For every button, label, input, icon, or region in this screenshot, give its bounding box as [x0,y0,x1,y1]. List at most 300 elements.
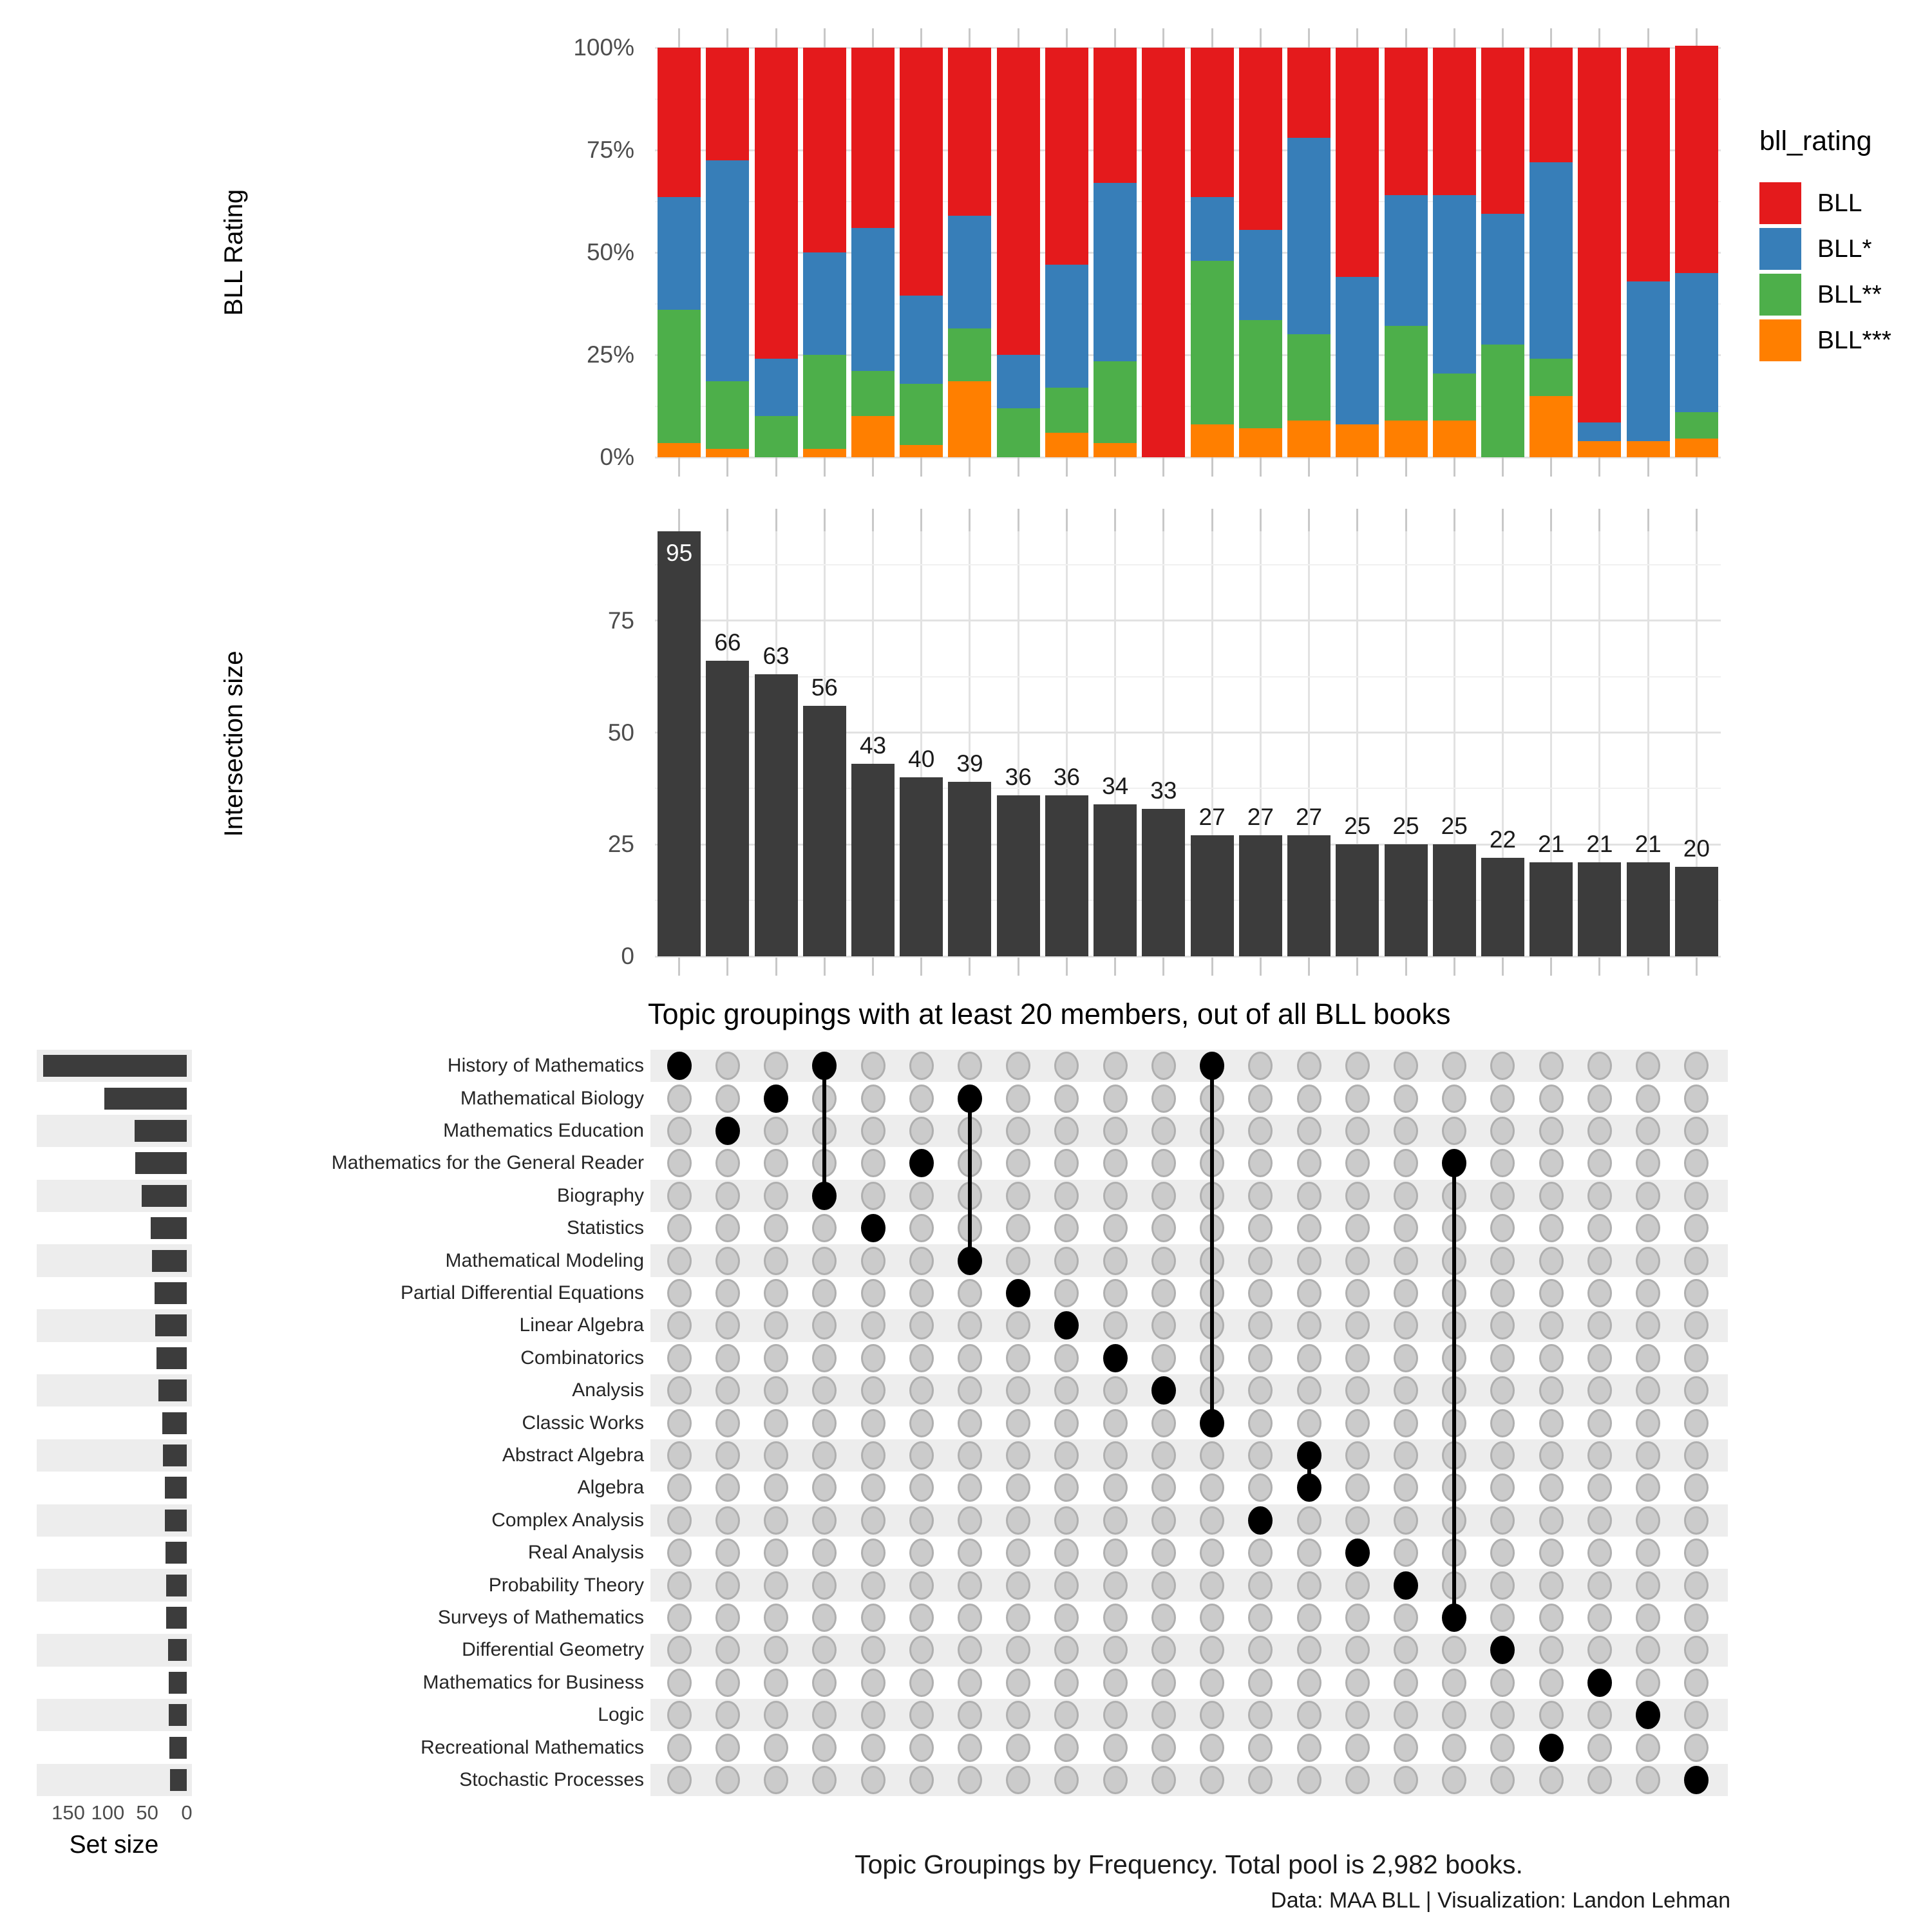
set-size-bar [142,1185,187,1207]
matrix-dot-inactive [861,1344,886,1372]
stacked-bar-segment [1142,48,1185,457]
bar-value-label: 21 [1634,831,1662,858]
matrix-dot-inactive [1587,1084,1612,1113]
matrix-row-label: Differential Geometry [462,1639,644,1661]
gridline [655,620,1721,621]
matrix-dot-inactive [1297,1669,1321,1697]
matrix-dot-inactive [1442,1734,1466,1762]
axis-tick [1066,956,1068,976]
matrix-dot-inactive [909,1084,934,1113]
matrix-dot-inactive [1151,1604,1176,1632]
matrix-row-label: History of Mathematics [447,1055,644,1077]
matrix-dot-inactive [909,1604,934,1632]
matrix-dot-inactive [958,1669,982,1697]
axis-tick [1356,457,1358,477]
axis-tick [1308,509,1310,531]
matrix-dot-inactive [1539,1344,1564,1372]
matrix-dot-inactive [1587,1571,1612,1600]
axis-tick [1454,956,1455,976]
axis-tick [1696,956,1698,976]
stacked-bar-segment [1675,412,1718,439]
matrix-dot-active [812,1182,837,1210]
matrix-dot-inactive [1394,1182,1418,1210]
matrix-dot-inactive [1684,1182,1709,1210]
matrix-dot-inactive [1636,1182,1660,1210]
axis-tick [1066,28,1068,48]
matrix-dot-inactive [1490,1539,1515,1567]
matrix-dot-inactive [1345,1636,1370,1664]
matrix-dot-inactive [1587,1279,1612,1307]
matrix-dot-inactive [1490,1604,1515,1632]
matrix-dot-inactive [1248,1571,1273,1600]
matrix-dot-inactive [1539,1571,1564,1600]
matrix-dot-inactive [1103,1571,1128,1600]
bar-value-label: 27 [1198,804,1226,831]
stacked-bar-segment [1675,273,1718,412]
matrix-dot-inactive [1345,1604,1370,1632]
matrix-dot-inactive [1394,1701,1418,1729]
matrix-dot-inactive [1006,1604,1030,1632]
axis-tick [1162,28,1164,48]
matrix-dot-inactive [1636,1734,1660,1762]
stacked-bar-segment [706,449,749,457]
bar-value-label: 25 [1344,813,1371,840]
stacked-bar-segment [1336,48,1379,277]
matrix-dot-inactive [1684,1506,1709,1535]
matrix-dot-inactive [715,1506,740,1535]
stacked-bar-segment [755,416,798,457]
matrix-dot-inactive [764,1149,788,1177]
stacked-bar-segment [706,48,749,160]
matrix-row-label: Mathematics Education [443,1120,644,1141]
axis-tick [1647,457,1649,477]
stacked-bar-segment [658,310,701,443]
matrix-dot-inactive [1490,1084,1515,1113]
stacked-bar-segment [900,445,943,457]
stacked-bar-segment [1336,424,1379,457]
matrix-dot-inactive [1394,1506,1418,1535]
axis-tick [1405,457,1407,477]
set-size-bar [163,1444,187,1466]
matrix-dot-inactive [1490,1734,1515,1762]
matrix-dot-inactive [812,1539,837,1567]
matrix-dot-inactive [1103,1311,1128,1340]
intersection-bar [900,777,943,956]
matrix-dot-active [958,1247,982,1275]
matrix-dot-inactive [1248,1214,1273,1242]
matrix-dot-active [667,1052,692,1080]
matrix-dot-inactive [909,1311,934,1340]
stacked-bar-segment [1045,388,1088,433]
axis-tick [1550,28,1552,48]
matrix-dot-inactive [909,1052,934,1080]
matrix-dot-inactive [1539,1473,1564,1502]
matrix-dot-inactive [1345,1571,1370,1600]
matrix-row-label: Biography [556,1184,644,1206]
matrix-row-label: Complex Analysis [491,1509,644,1531]
matrix-dot-inactive [1248,1084,1273,1113]
set-size-tick-label: 50 [136,1801,158,1824]
matrix-dot-inactive [1103,1247,1128,1275]
stacked-bar-segment [1045,265,1088,388]
matrix-dot-inactive [1684,1473,1709,1502]
matrix-dot-inactive [861,1084,886,1113]
matrix-dot-inactive [1539,1701,1564,1729]
matrix-dot-inactive [667,1701,692,1729]
bar-value-label: 25 [1392,813,1419,840]
matrix-dot-inactive [909,1279,934,1307]
intersection-bar [1287,835,1331,956]
matrix-dot-inactive [1539,1052,1564,1080]
matrix-dot-active [909,1149,934,1177]
matrix-dot-inactive [1151,1669,1176,1697]
axis-tick [775,509,777,531]
matrix-dot-inactive [1151,1441,1176,1470]
matrix-dot-inactive [1054,1539,1079,1567]
matrix-dot-inactive [667,1441,692,1470]
stacked-bar-segment [658,443,701,457]
set-size-bar [166,1542,187,1564]
matrix-dot-inactive [1539,1182,1564,1210]
matrix-dot-inactive [1490,1669,1515,1697]
stacked-bar-segment [997,355,1040,408]
matrix-dot-active [715,1117,740,1145]
axis-tick [1454,28,1455,48]
axis-tick [1356,509,1358,531]
matrix-dot-inactive [1103,1539,1128,1567]
matrix-dot-inactive [667,1766,692,1794]
stacked-bar-segment [1287,138,1331,334]
matrix-dot-inactive [1297,1506,1321,1535]
set-size-bar [156,1347,187,1369]
axis-tick [1696,509,1698,531]
stacked-bar-segment [900,384,943,445]
intersection-bar [1530,862,1573,956]
bar-value-label: 40 [908,746,935,773]
bar-value-label: 25 [1441,813,1468,840]
matrix-dot-inactive [812,1571,837,1600]
matrix-dot-inactive [667,1344,692,1372]
matrix-dot-inactive [764,1701,788,1729]
matrix-dot-inactive [1248,1734,1273,1762]
intersection-bar [658,531,701,956]
intersection-bar [851,764,895,956]
axis-tick [1405,509,1407,531]
bar-value-label: 33 [1150,777,1177,804]
axis-tick [1502,509,1504,531]
stacked-bar-segment [1433,48,1476,195]
set-size-bar [169,1737,187,1759]
matrix-dot-inactive [1054,1734,1079,1762]
stacked-bar-segment [803,252,846,355]
matrix-dot-inactive [1151,1701,1176,1729]
matrix-dot-inactive [1103,1734,1128,1762]
matrix-dot-inactive [861,1279,886,1307]
matrix-row-label: Mathematics for Business [422,1671,644,1693]
matrix-row-label: Partial Differential Equations [401,1282,644,1303]
axis-tick [1647,28,1649,48]
bar-value-label: 22 [1489,826,1517,853]
axis-tick [678,28,680,48]
axis-tick [1260,509,1262,531]
matrix-dot-inactive [1490,1247,1515,1275]
matrix-dot-inactive [1684,1734,1709,1762]
stacked-bar-segment [1385,326,1428,420]
matrix-dot-inactive [715,1734,740,1762]
matrix-dot-inactive [1684,1247,1709,1275]
matrix-dot-inactive [1297,1376,1321,1405]
matrix-dot-inactive [958,1052,982,1080]
matrix-dot-inactive [764,1279,788,1307]
set-size-bar [135,1152,187,1174]
matrix-dot-inactive [1297,1279,1321,1307]
set-size-bar [155,1314,187,1336]
stacked-bar-segment [1239,428,1282,457]
axis-tick [678,457,680,477]
matrix-dot-inactive [1103,1279,1128,1307]
matrix-dot-inactive [1054,1409,1079,1437]
matrix-dot-inactive [909,1669,934,1697]
stacked-bar-segment [803,449,846,457]
matrix-dot-inactive [1151,1409,1176,1437]
matrix-dot-inactive [1539,1441,1564,1470]
axis-tick [775,956,777,976]
matrix-dot-inactive [1054,1571,1079,1600]
matrix-dot-inactive [1345,1214,1370,1242]
matrix-dot-inactive [1394,1473,1418,1502]
axis-tick [872,509,874,531]
matrix-dot-inactive [1248,1409,1273,1437]
axis-tick [1018,457,1019,477]
axis-tick [1550,457,1552,477]
stacked-bar-segment [851,416,895,457]
matrix-dot-inactive [1587,1441,1612,1470]
matrix-dot-inactive [1539,1376,1564,1405]
matrix-dot-inactive [1151,1734,1176,1762]
matrix-dot-inactive [1006,1247,1030,1275]
matrix-dot-inactive [1587,1376,1612,1405]
matrix-dot-inactive [667,1247,692,1275]
matrix-dot-active [1394,1571,1418,1600]
matrix-dot-inactive [1006,1766,1030,1794]
matrix-dot-inactive [1345,1117,1370,1145]
matrix-dot-inactive [1297,1766,1321,1794]
axis-tick [1114,28,1116,48]
matrix-dot-inactive [1394,1604,1418,1632]
stacked-bar-segment [997,408,1040,457]
axis-tick [726,28,728,48]
y-tick-label: 25 [607,831,634,858]
set-size-bar [165,1477,187,1499]
matrix-dot-inactive [1394,1084,1418,1113]
matrix-dot-inactive [1539,1409,1564,1437]
matrix-dot-active [1345,1539,1370,1567]
matrix-dot-inactive [861,1117,886,1145]
axis-tick [969,28,971,48]
intersection-size-axis-title: Intersection size [220,650,248,837]
stacked-bar-segment [997,48,1040,355]
matrix-dot-inactive [1006,1182,1030,1210]
matrix-dot-inactive [1297,1214,1321,1242]
matrix-dot-inactive [667,1409,692,1437]
matrix-dot-inactive [1054,1344,1079,1372]
intersection-bar [1336,844,1379,956]
matrix-dot-inactive [715,1636,740,1664]
matrix-row-label: Mathematical Biology [460,1087,644,1109]
bar-value-label: 20 [1683,835,1710,862]
axis-tick [872,956,874,976]
matrix-dot-inactive [1345,1701,1370,1729]
stacked-bar-segment [1094,361,1137,443]
matrix-dot-inactive [909,1473,934,1502]
matrix-dot-inactive [715,1214,740,1242]
gridline [655,564,1721,565]
matrix-dot-inactive [909,1409,934,1437]
stacked-bar-segment [851,371,895,416]
matrix-dot-inactive [861,1441,886,1470]
set-size-bar [162,1412,187,1434]
matrix-dot-inactive [1587,1604,1612,1632]
matrix-dot-inactive [1345,1669,1370,1697]
matrix-dot-inactive [861,1506,886,1535]
matrix-dot-active [1103,1344,1128,1372]
matrix-dot-inactive [909,1766,934,1794]
stacked-bar-segment [1578,441,1621,457]
matrix-dot-inactive [1200,1701,1224,1729]
stacked-bar-segment [1481,48,1524,214]
matrix-dot-inactive [1345,1473,1370,1502]
axis-tick [1211,28,1213,48]
stacked-bar-segment [1530,359,1573,395]
matrix-dot-inactive [1151,1636,1176,1664]
matrix-dot-inactive [667,1214,692,1242]
matrix-dot-inactive [667,1734,692,1762]
y-tick-label: 75% [586,137,634,163]
matrix-dot-inactive [764,1604,788,1632]
matrix-dot-inactive [1394,1117,1418,1145]
matrix-dot-inactive [764,1117,788,1145]
bar-value-label: 27 [1295,804,1323,831]
matrix-dot-inactive [1636,1214,1660,1242]
matrix-dot-inactive [1442,1766,1466,1794]
bar-value-label: 66 [714,629,741,656]
matrix-dot-inactive [667,1636,692,1664]
matrix-dot-inactive [667,1539,692,1567]
matrix-dot-inactive [667,1473,692,1502]
matrix-dot-inactive [667,1669,692,1697]
intersection-bar [1675,867,1718,956]
matrix-dot-active [1200,1409,1224,1437]
stacked-bar-segment [755,48,798,359]
matrix-dot-inactive [1442,1117,1466,1145]
matrix-dot-active [1539,1734,1564,1762]
matrix-dot-inactive [1345,1734,1370,1762]
matrix-dot-inactive [715,1182,740,1210]
matrix-dot-inactive [861,1734,886,1762]
matrix-dot-inactive [1297,1052,1321,1080]
intersection-bar [948,782,991,956]
matrix-dot-inactive [1200,1766,1224,1794]
bar-value-label: 39 [956,750,983,777]
matrix-dot-inactive [1006,1539,1030,1567]
matrix-dot-inactive [1636,1766,1660,1794]
matrix-dot-inactive [1394,1441,1418,1470]
matrix-dot-inactive [1636,1473,1660,1502]
matrix-row-label: Analysis [572,1379,644,1401]
matrix-dot-inactive [1006,1084,1030,1113]
matrix-dot-inactive [861,1311,886,1340]
matrix-dot-inactive [812,1247,837,1275]
matrix-dot-inactive [1345,1052,1370,1080]
matrix-dot-inactive [958,1409,982,1437]
matrix-dot-inactive [715,1604,740,1632]
matrix-dot-inactive [1103,1636,1128,1664]
matrix-dot-inactive [1006,1441,1030,1470]
stacked-bar-segment [1578,48,1621,422]
matrix-dot-inactive [715,1766,740,1794]
matrix-dot-inactive [958,1571,982,1600]
set-size-bar [166,1575,187,1596]
matrix-dot-inactive [1684,1669,1709,1697]
bar-value-label: 36 [1053,763,1080,790]
axis-tick [1211,956,1213,976]
matrix-dot-inactive [1103,1669,1128,1697]
axis-tick [969,509,971,531]
stacked-bar-segment [948,328,991,382]
stacked-bar-segment [1627,48,1670,281]
matrix-row-label: Classic Works [522,1412,644,1434]
matrix-dot-inactive [812,1669,837,1697]
matrix-dot-inactive [1248,1279,1273,1307]
stacked-bar-segment [755,359,798,416]
matrix-dot-inactive [1636,1117,1660,1145]
intersection-bar [706,661,749,956]
matrix-dot-inactive [1103,1117,1128,1145]
matrix-dot-inactive [667,1571,692,1600]
matrix-dot-inactive [958,1344,982,1372]
matrix-dot-inactive [861,1149,886,1177]
stacked-bar-segment [1675,439,1718,457]
matrix-dot-inactive [715,1539,740,1567]
matrix-dot-inactive [1587,1539,1612,1567]
matrix-dot-inactive [861,1669,886,1697]
y-tick-label: 50% [586,239,634,265]
matrix-row-label: Statistics [566,1217,644,1239]
matrix-dot-inactive [764,1506,788,1535]
matrix-dot-inactive [909,1539,934,1567]
matrix-dot-inactive [1006,1344,1030,1372]
intersection-bar [755,674,798,956]
matrix-dot-inactive [764,1669,788,1697]
matrix-row-label: Linear Algebra [519,1314,644,1336]
matrix-dot-inactive [1684,1214,1709,1242]
axis-tick [920,956,922,976]
matrix-dot-inactive [1006,1409,1030,1437]
matrix-dot-inactive [861,1052,886,1080]
matrix-dot-inactive [1636,1409,1660,1437]
axis-tick [1308,457,1310,477]
axis-tick [872,457,874,477]
matrix-dot-inactive [909,1117,934,1145]
stacked-bar-segment [900,296,943,384]
axis-tick [1405,956,1407,976]
matrix-dot-inactive [1490,1214,1515,1242]
matrix-dot-inactive [715,1571,740,1600]
axis-tick [1260,28,1262,48]
matrix-dot-inactive [1539,1539,1564,1567]
set-size-tick-label: 100 [91,1801,125,1824]
matrix-dot-inactive [958,1539,982,1567]
